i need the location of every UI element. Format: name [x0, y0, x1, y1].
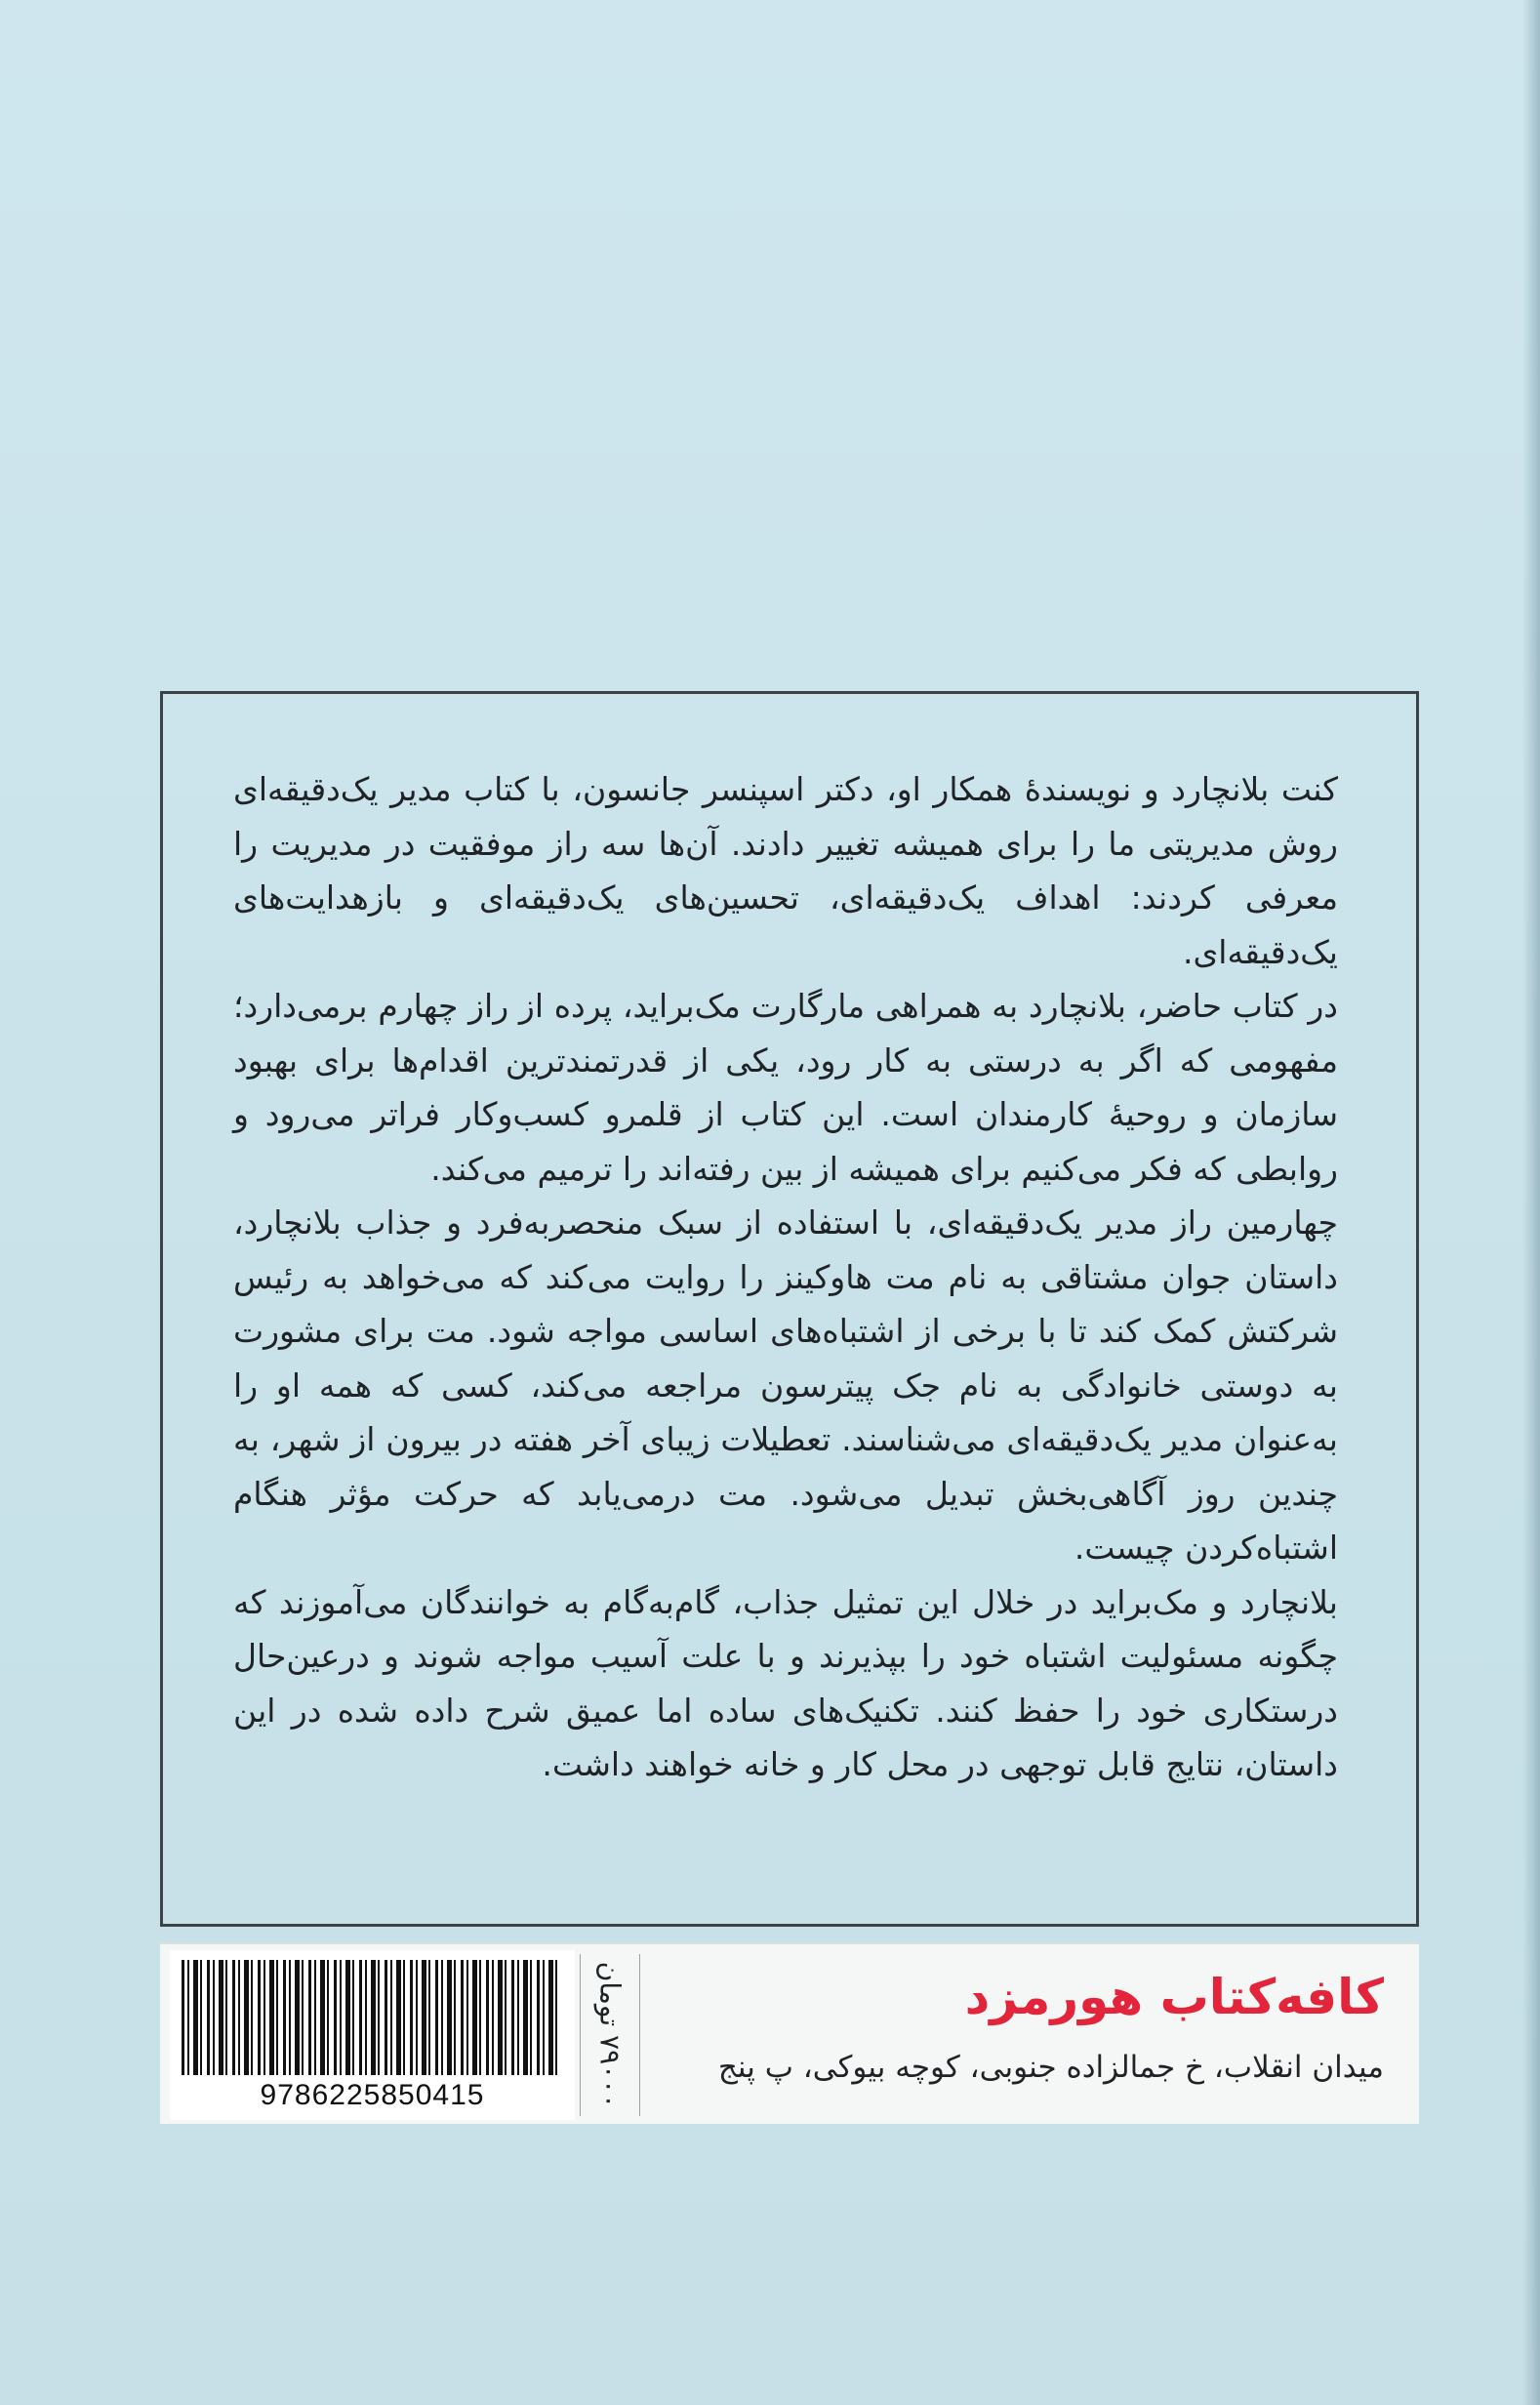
blurb-paragraph-2: در کتاب حاضر، بلانچارد به همراهی مارگارت مک‌براید، پرده از راز چهارم برمی‌دارد؛ مفهومی که اگر به درستی به کار رود، یکی از قدرتمندترین اقدام‌ها برای بهبود سازمان و روحیهٔ کارمندان است. این کتاب از قلمرو کسب‌وکار فراتر می‌رود و روابطی که فکر می‌کنیم برای همیشه از بین رفته‌اند را ترمیم می‌کند.	[233, 987, 1338, 1188]
publisher-name: کافه‌کتاب هورمزد	[964, 1969, 1384, 2025]
publisher-block	[718, 1966, 1384, 2097]
isbn-barcode	[170, 1950, 575, 2120]
price-column	[580, 1954, 640, 2116]
isbn-number: 9786225850415	[260, 2079, 485, 2111]
blurb-paragraph-4: بلانچارد و مک‌براید در خلال این تمثیل جذاب، گام‌به‌گام به خوانندگان می‌آموزند که چگونه مسئولیت اشتباه خود را بپذیرند و با علت آسیب مواجه شوند و درعین‌حال درستکاری خود را حفظ کنند. تکنیک‌های ساده اما عمیق شرح داده شده در این داستان، نتایج قابل توجهی در محل کار و خانه خواهند داشت.	[233, 1582, 1338, 1783]
cover-edge-shadow	[1522, 0, 1540, 2405]
publisher-address: میدان انقلاب، خ جمالزاده جنوبی، کوچه بیوکی، پ پنج	[717, 2050, 1384, 2085]
publisher-info-strip	[160, 1942, 1419, 2124]
barcode-bars	[182, 1960, 562, 2075]
blurb-frame	[160, 691, 1419, 1927]
blurb-paragraph-3: چهارمین راز مدیر یک‌دقیقه‌ای، با استفاده از سبک منحصربه‌فرد و جذاب بلانچارد، داستان جوان مشتاقی به نام مت هاوکینز را روایت می‌کند که می‌خواهد به رئیس شرکتش کمک کند تا با برخی از اشتباه‌های اساسی مواجه شود. مت برای مشورت به دوستی خانوادگی به نام جک پیترسون مراجعه می‌کند، کسی که همه او را به‌عنوان مدیر یک‌دقیقه‌ای می‌شناسند. تعطیلات زیبای آخر هفته در بیرون از شهر، به چندین روز آگاهی‌بخش تبدیل می‌شود. مت درمی‌یابد که حرکت مؤثر هنگام اشتباه‌کردن چیست.	[233, 1203, 1338, 1567]
price-label: ۷۹۰۰۰ تومان	[593, 1961, 627, 2109]
blurb-text	[233, 762, 1338, 1792]
blurb-paragraph-1: کنت بلانچارد و نویسندهٔ همکار او، دکتر اسپنسر جانسون، با کتاب مدیر یک‌دقیقه‌ای روش مدیریتی ما را برای همیشه تغییر دادند. آن‌ها سه راز موفقیت در مدیریت را معرفی کردند: اهداف یک‌دقیقه‌ای، تحسین‌های یک‌دقیقه‌ای و بازهدایت‌های یک‌دقیقه‌ای.	[233, 770, 1338, 971]
